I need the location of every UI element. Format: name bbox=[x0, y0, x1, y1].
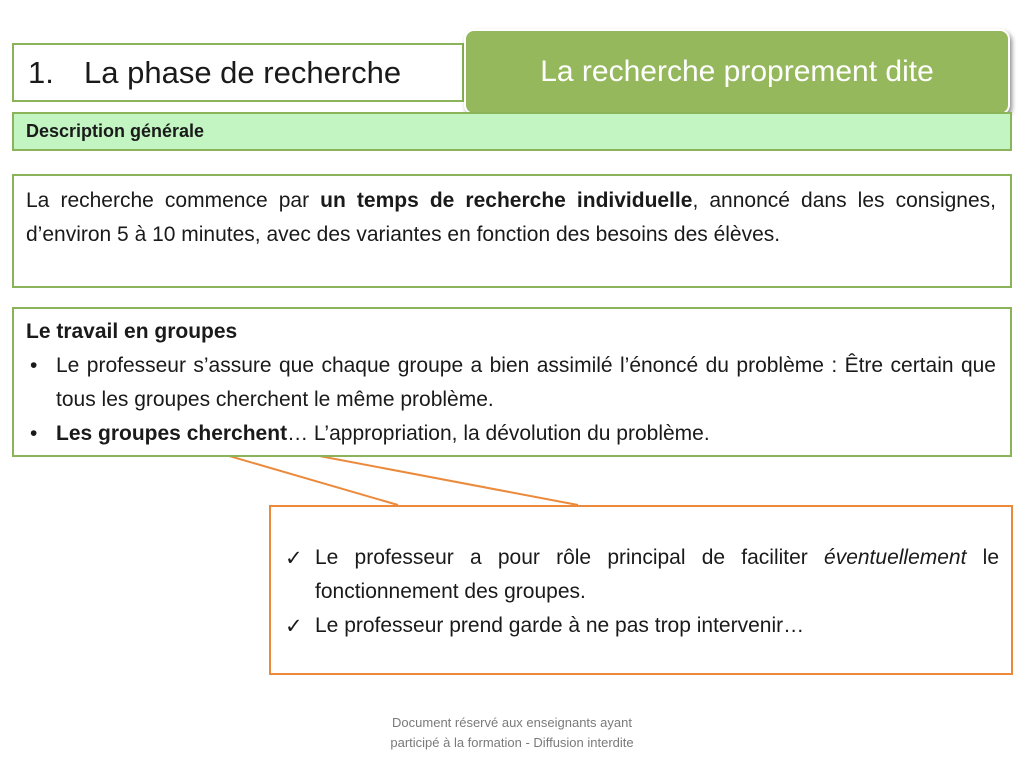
list-item-text: Le professeur s’assure que chaque groupe a bien assimilé l’énoncé du problème : Être certain que tous les groupes cherchent le même problème. bbox=[56, 354, 996, 411]
list-item-text-after: le fonctionnement des groupes. bbox=[315, 546, 1000, 603]
section-banner: La recherche proprement dite bbox=[464, 29, 1010, 115]
bullet-icon: • bbox=[30, 422, 38, 445]
group-work-box bbox=[12, 307, 1012, 457]
slide-title bbox=[12, 43, 464, 102]
list-item bbox=[26, 417, 996, 451]
footer-line-1: Document réservé aux enseignants ayant bbox=[392, 715, 632, 730]
intro-text-bold: un temps de recherche individuelle bbox=[320, 189, 693, 212]
teacher-role-callout bbox=[269, 505, 1013, 675]
intro-text-before: La recherche commence par bbox=[26, 189, 321, 212]
list-item-bold: Les groupes cherchent bbox=[56, 422, 288, 445]
footer-line-2: participé à la formation - Diffusion interdite bbox=[390, 735, 634, 750]
bullet-icon: • bbox=[30, 354, 38, 377]
footer-notice bbox=[312, 713, 712, 753]
teacher-role-list bbox=[285, 541, 999, 643]
list-item-italic: éventuellement bbox=[824, 546, 967, 569]
group-work-list bbox=[26, 349, 996, 451]
checkmark-icon: ✓ bbox=[285, 546, 303, 570]
list-item-text: … L’appropriation, la dévolution du problème. bbox=[287, 422, 710, 445]
slide-title-number: 1. bbox=[28, 55, 54, 90]
list-item-text-before: Le professeur prend garde à ne pas trop intervenir… bbox=[315, 614, 805, 637]
intro-paragraph bbox=[12, 174, 1012, 288]
description-header: Description générale bbox=[12, 112, 1012, 151]
list-item bbox=[285, 609, 999, 643]
intro-text-after: , annoncé dans les consignes, d’environ 5 à 10 minutes, avec des variantes en fonction des besoins des élèves. bbox=[26, 189, 996, 246]
slide-title-text: La phase de recherche bbox=[84, 55, 402, 90]
list-item bbox=[285, 541, 999, 609]
list-item bbox=[26, 349, 996, 417]
group-work-heading: Le travail en groupes bbox=[26, 320, 238, 343]
checkmark-icon: ✓ bbox=[285, 614, 303, 638]
list-item-text-before: Le professeur a pour rôle principal de faciliter bbox=[315, 546, 825, 569]
